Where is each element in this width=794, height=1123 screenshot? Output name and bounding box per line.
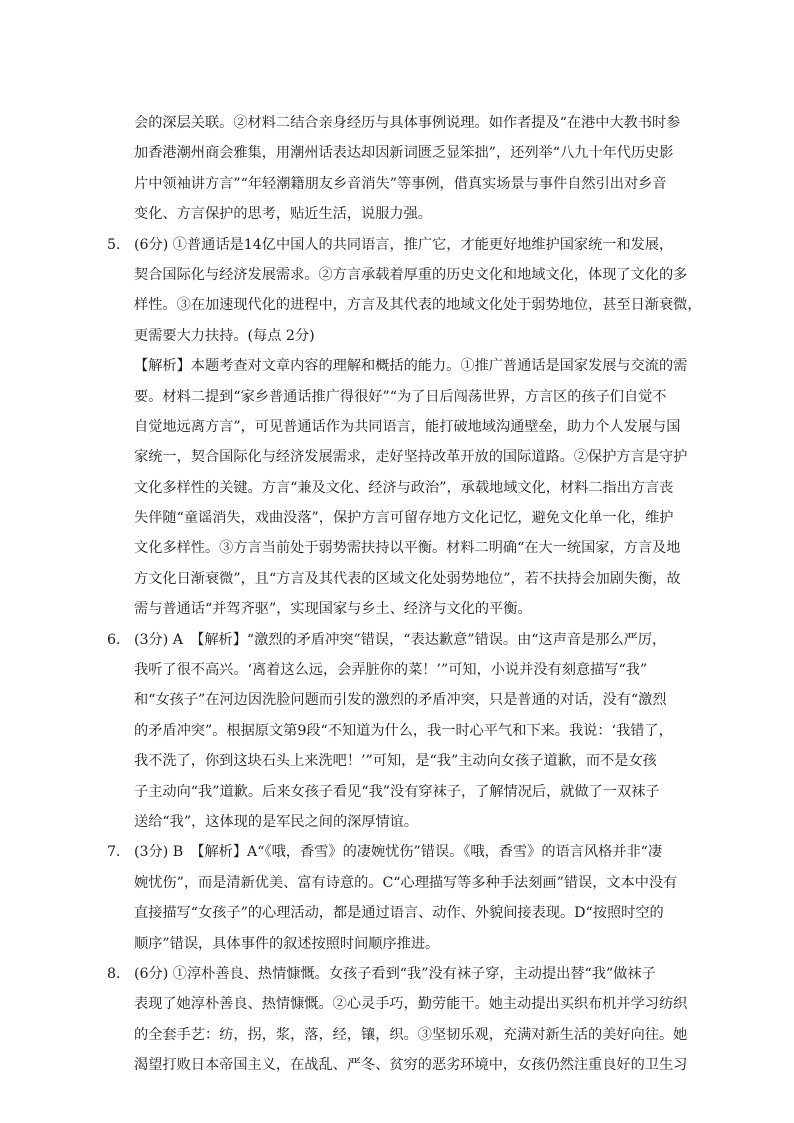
line-text: 变化、方言保护的思考，贴近生活，说服力强。 <box>134 206 432 223</box>
question-number: 8． <box>107 965 131 982</box>
line-text: 渴望打败日本帝国主义，在战乱、严冬、贫穷的恶劣环境中，女孩仍然注重良好的卫生习 <box>134 1057 688 1074</box>
line-text: 要。材料二提到“家乡普通话推广得很好”“为了日后闯荡世界，方言区的孩子们自觉不 <box>134 388 667 405</box>
line-text: 和“女孩子”在河边因洗脸问题而引发的激烈的矛盾冲突，只是普通的对话，没有“激烈 <box>134 692 667 709</box>
line-text: 更需要大力扶持。(每点 2分) <box>134 327 315 344</box>
line-text: 加香港潮州商会雅集，用潮州话表达却因新词匮乏显笨拙”，还列举“八九十年代历史影 <box>134 145 674 162</box>
line-text: 契合国际化与经济发展需求。②方言承载着厚重的历史文化和地域文化，体现了文化的多 <box>134 266 688 283</box>
line-text: 文化多样性。③方言当前处于弱势需扶持以平衡。材料二明确“在大一统国家，方言及地 <box>134 540 681 557</box>
text-line <box>107 1050 687 1080</box>
line-text: 自觉地远离方言”，可见普通话作为共同语言，能打破地域沟通壁垒，助力个人发展与国 <box>134 418 681 435</box>
text-line <box>107 746 687 776</box>
text-line <box>107 564 687 594</box>
text-line <box>107 473 687 503</box>
line-text: (6分) ①普通话是14亿中国人的共同语言，推广它，才能更好地维护国家统一和发展， <box>134 236 674 253</box>
text-line <box>107 868 687 898</box>
text-line <box>107 412 687 442</box>
line-text: 样性。③在加速现代化的进程中，方言及其代表的地域文化处于弱势地位，甚至日渐衰微， <box>134 297 702 314</box>
line-text: 的矛盾冲突”。根据原文第9段“不知道为什么，我一时心平气和下来。我说：‘我错了， <box>134 722 673 739</box>
text-line <box>107 321 687 351</box>
text-line <box>107 108 687 138</box>
text-line <box>107 959 687 989</box>
question-number: 5． <box>107 236 131 253</box>
answer-analysis-text <box>107 108 702 1081</box>
line-text: 我不洗了，你到这块石头上来洗吧！’”可知，是“我”主动向女孩子道歉，而不是女孩 <box>134 753 657 770</box>
line-text: 直接描写“女孩子”的心理活动，都是通过语言、动作、外貌间接表现。D“按照时空的 <box>134 905 664 922</box>
line-text: 需与普通话“并驾齐驱”，实现国家与乡土、经济与文化的平衡。 <box>134 601 532 618</box>
question-number: 6． <box>107 631 131 648</box>
text-line <box>107 716 687 746</box>
text-line <box>107 442 687 472</box>
text-line <box>107 138 687 168</box>
line-text: 文化多样性的关键。方言“兼及文化、经济与政治”，承载地域文化，材料二指出方言丧 <box>134 479 674 496</box>
text-line <box>107 898 687 928</box>
line-text: 会的深层关联。②材料二结合亲身经历与具体事例说理。如作者提及“在港中大教书时参 <box>134 115 681 131</box>
text-line <box>107 533 687 563</box>
text-line <box>107 594 687 624</box>
line-text: 表现了她淳朴善良、热情慷慨。②心灵手巧，勤劳能干。她主动提出买织布机并学习纺织 <box>134 996 688 1013</box>
question-number: 7． <box>107 844 131 861</box>
line-text: (6分) ①淳朴善良、热情慷慨。女孩子看到“我”没有袜子穿，主动提出替“我”做袜子 <box>134 965 656 982</box>
text-line <box>107 777 687 807</box>
text-line <box>107 351 687 381</box>
line-text: 家统一，契合国际化与经济发展需求，走好坚持改革开放的国际道路。②保护方言是守护 <box>134 449 688 466</box>
line-text: 方文化日渐衰微”，且“方言及其代表的区域文化处弱势地位”，若不扶持会加剧失衡，故 <box>134 570 681 587</box>
line-text: 送给“我”，这体现的是军民之间的深厚情谊。 <box>134 813 419 830</box>
text-line <box>107 655 687 685</box>
line-text: 我听了很不高兴。‘离着这么远，会弄脏你的菜！’”可知，小说并没有刻意描写“我” <box>134 662 648 679</box>
line-text: 婉忧伤”，而是清新优美、富有诗意的。C“心理描写等多种手法刻画”错误，文本中没有 <box>134 874 678 891</box>
line-text: 片中领袖讲方言”“年轻潮籍朋友乡音消失”等事例，借真实场景与事件自然引出对乡音 <box>134 175 667 192</box>
text-line <box>107 260 687 290</box>
text-line <box>107 199 687 229</box>
text-line <box>107 169 687 199</box>
line-text: 【解析】本题考查对文章内容的理解和概括的能力。①推广普通话是国家发展与交流的需 <box>134 358 688 375</box>
text-line <box>107 290 702 320</box>
text-line <box>107 807 687 837</box>
line-text: 的全套手艺：纺，拐，浆，落，经，镶，织。③坚韧乐观，充满对新生活的美好向往。她 <box>134 1026 688 1043</box>
line-text: 子主动向“我”道歉。后来女孩子看见“我”没有穿袜子，了解情况后，就做了一双袜子 <box>134 783 660 800</box>
line-text: (3分) A 【解析】“激烈的矛盾冲突”错误，“表达歉意”错误。由“这声音是那么严厉， <box>134 631 667 648</box>
text-line <box>107 989 687 1019</box>
text-line <box>107 685 687 715</box>
text-line <box>107 503 687 533</box>
text-line <box>107 837 687 867</box>
line-text: 失伴随“童谣消失，戏曲没落”，保护方言可留存地方文化记忆，避免文化单一化，维护 <box>134 510 674 527</box>
line-text: 顺序”错误，具体事件的叙述按照时间顺序推进。 <box>134 935 440 952</box>
text-line <box>107 230 687 260</box>
line-text: (3分) B 【解析】A“《哦，香雪》的凄婉忧伤”错误。《哦，香雪》的语言风格并非“凄 <box>134 844 663 861</box>
text-line <box>107 929 687 959</box>
text-line <box>107 1020 687 1050</box>
text-line <box>107 382 687 412</box>
text-line <box>107 625 687 655</box>
